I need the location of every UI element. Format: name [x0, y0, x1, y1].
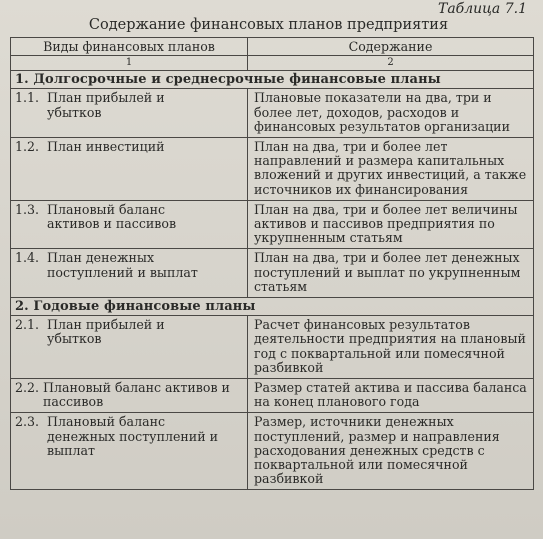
- plan-type-cell: [11, 379, 248, 413]
- plan-type-cell: [11, 249, 248, 298]
- plan-number: 2.3.: [15, 414, 40, 430]
- plan-name: План прибылей и убытков: [47, 317, 165, 347]
- plan-number: 2.1.: [15, 317, 40, 333]
- section-title: 2. Годовые финансовые планы: [11, 298, 534, 316]
- column-number-2: 2: [248, 56, 534, 71]
- plan-name: План инвестиций: [47, 139, 165, 155]
- section-row: [11, 71, 534, 89]
- plan-name: План денежных поступлений и выплат: [47, 250, 198, 280]
- plan-name: Плановый баланс активов и пассивов: [47, 201, 177, 232]
- table-row: [11, 89, 534, 138]
- plan-content: План на два, три и более лет денежных поступлений и выплат по укрупненным статьям: [248, 249, 534, 298]
- plan-number: 1.1.: [15, 90, 40, 106]
- section-title: 1. Долгосрочные и среднесрочные финансовые планы: [11, 71, 534, 89]
- header-row: [11, 38, 534, 56]
- table-row: [11, 413, 534, 490]
- table-title: Содержание финансовых планов предприятия: [88, 17, 449, 33]
- header-content: Содержание: [248, 38, 534, 56]
- table-caption: Таблица 7.1: [438, 1, 527, 17]
- plan-type-cell: [11, 413, 248, 490]
- table-row: [11, 200, 534, 249]
- plan-content: План на два, три и более лет направлений и размера капитальных вложений и других инвестиций, а также источников их финансирования: [248, 138, 534, 201]
- table-row: [11, 379, 534, 413]
- table-row: [11, 249, 534, 298]
- section-row: [11, 298, 534, 316]
- plan-type-cell: [11, 89, 248, 138]
- plan-type-cell: [11, 138, 248, 201]
- plan-number: 2.2.: [15, 380, 40, 396]
- plan-content: Расчет финансовых результатов деятельности предприятия на плановый год с поквартальной или помесячной разбивкой: [248, 316, 534, 379]
- plan-name: Плановый баланс денежных поступлений и выплат: [47, 414, 218, 458]
- plan-number: 1.3.: [15, 201, 40, 217]
- table-row: [11, 138, 534, 201]
- plan-content: Плановые показатели на два, три и более лет, доходов, расходов и финансовых результатов организации: [248, 89, 534, 138]
- plan-type-cell: [11, 316, 248, 379]
- plan-name: Плановый баланс активов и пассивов: [43, 380, 230, 410]
- column-number-1: 1: [11, 56, 248, 71]
- plan-name: План прибылей и убытков: [47, 90, 165, 120]
- plan-number: 1.4.: [15, 250, 40, 266]
- plan-number: 1.2.: [15, 139, 40, 155]
- plan-content: План на два, три и более лет величины активов и пассивов предприятия по укрупненным статьям: [248, 200, 534, 249]
- plan-content: Размер, источники денежных поступлений, размер и направления расходования денежных средств с поквартальной или помесячной разбивкой: [248, 413, 534, 490]
- plan-content: Размер статей актива и пассива баланса на конец планового года: [248, 379, 534, 413]
- table-row: [11, 316, 534, 379]
- financial-plans-table: [10, 37, 534, 490]
- plan-type-cell: [11, 200, 248, 249]
- header-plan-types: Виды финансовых планов: [11, 38, 248, 56]
- column-number-row: [11, 56, 534, 71]
